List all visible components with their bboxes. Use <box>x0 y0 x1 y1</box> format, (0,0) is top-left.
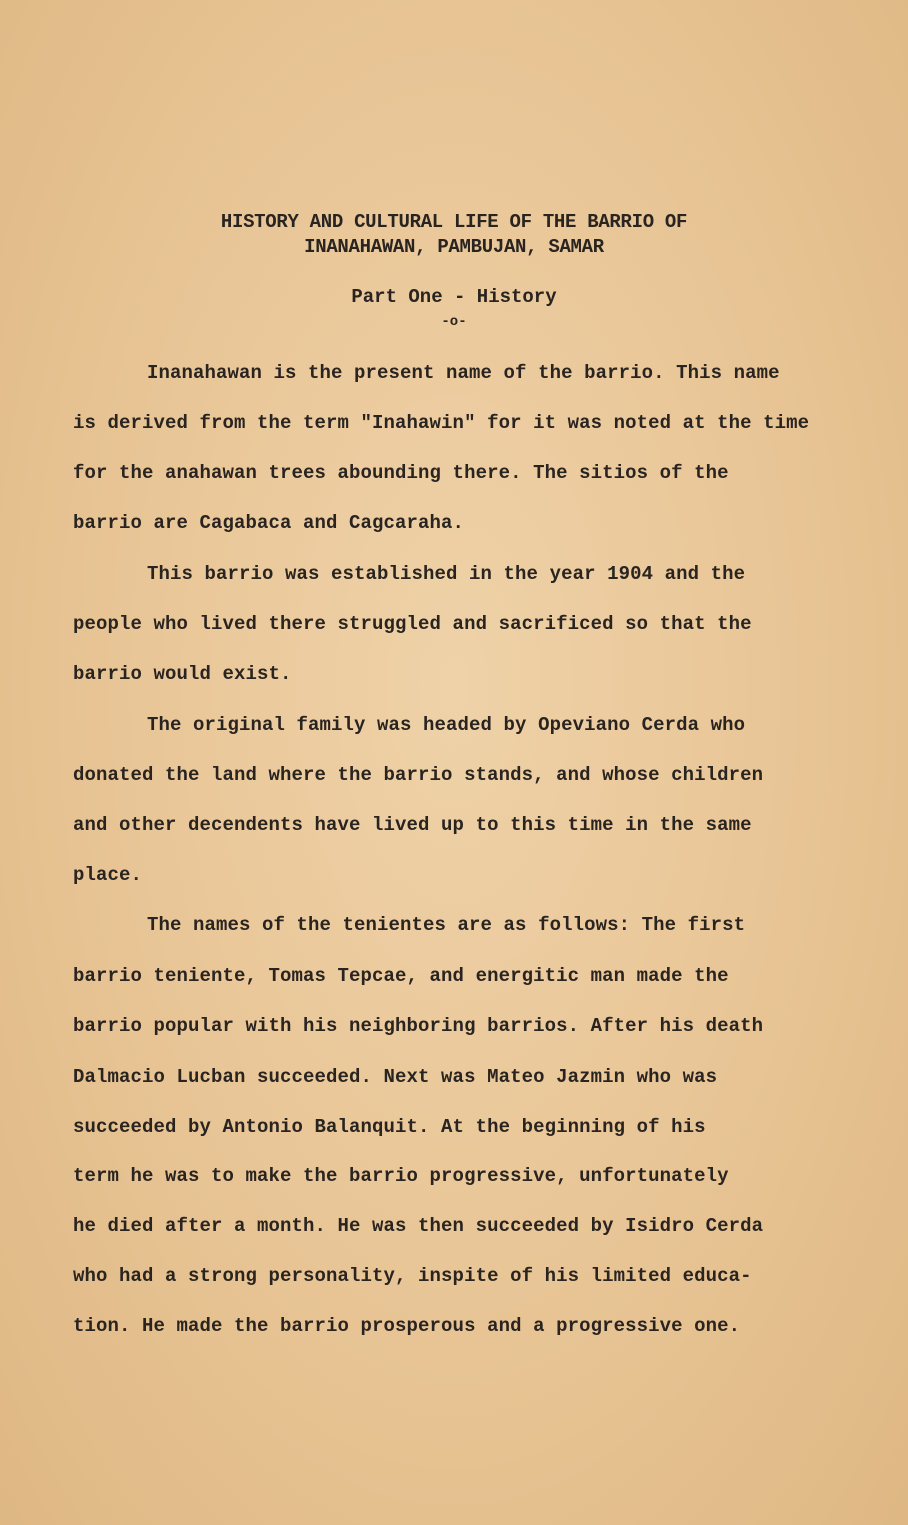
body-line: term he was to make the barrio progressive, unfortunately <box>73 1165 729 1187</box>
body-line: barrio popular with his neighboring barrios. After his death <box>73 1015 764 1037</box>
body-line: Inanahawan is the present name of the barrio. This name <box>147 362 780 384</box>
body-line: barrio would exist. <box>73 663 292 685</box>
body-line: The original family was headed by Opeviano Cerda who <box>147 714 746 736</box>
part-heading: Part One - History <box>351 286 557 308</box>
body-line: he died after a month. He was then succeeded by Isidro Cerda <box>73 1215 764 1237</box>
body-line: who had a strong personality, inspite of his limited educa- <box>73 1265 752 1287</box>
body-line: for the anahawan trees abounding there. The sitios of the <box>73 462 729 484</box>
body-line: The names of the tenientes are as follows: The first <box>147 914 746 936</box>
body-line: barrio are Cagabaca and Cagcaraha. <box>73 512 465 534</box>
title-line-1: HISTORY AND CULTURAL LIFE OF THE BARRIO OF <box>220 211 688 233</box>
body-line: place. <box>73 864 143 886</box>
body-line: is derived from the term "Inahawin" for it was noted at the time <box>73 412 810 434</box>
body-line: donated the land where the barrio stands, and whose children <box>73 764 764 786</box>
section-divider: -o- <box>441 314 467 330</box>
body-line: tion. He made the barrio prosperous and a progressive one. <box>73 1315 741 1337</box>
body-line: Dalmacio Lucban succeeded. Next was Mateo Jazmin who was <box>73 1066 718 1088</box>
body-line: people who lived there struggled and sacrificed so that the <box>73 613 752 635</box>
body-line: succeeded by Antonio Balanquit. At the beginning of his <box>73 1116 706 1138</box>
body-line: and other decendents have lived up to this time in the same <box>73 814 752 836</box>
body-line: barrio teniente, Tomas Tepcae, and energitic man made the <box>73 965 729 987</box>
title-line-2: INANAHAWAN, PAMBUJAN, SAMAR <box>304 236 604 258</box>
body-line: This barrio was established in the year 1904 and the <box>147 563 746 585</box>
